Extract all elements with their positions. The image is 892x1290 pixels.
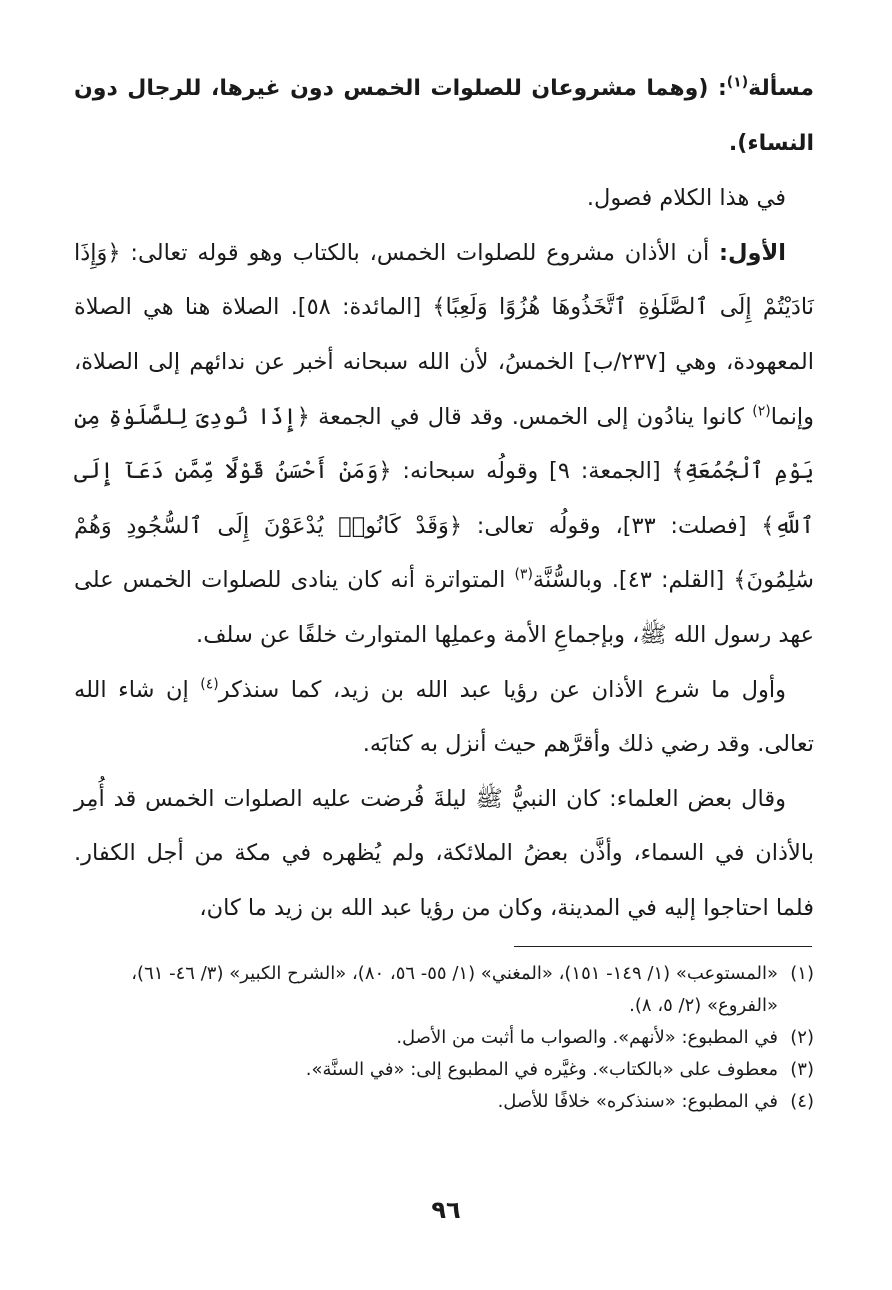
footnotes <box>74 958 814 1118</box>
footnote-number: (٤) <box>790 1091 814 1112</box>
footnote-ref-1: (١) <box>726 74 749 91</box>
quran-verse-2: ﴿إِذَا نُودِىَ لِلصَّلَوٰةِ مِن يَوْمِ ٱلْجُمُعَةِ﴾ <box>74 403 815 485</box>
footnote-number: (٢) <box>790 1027 814 1048</box>
text-segment: كانوا ينادُون إلى الخمس. وقد قال في الجمعة <box>309 403 753 430</box>
footnote-ref-2: (٢) <box>752 403 771 420</box>
issue-statement: : (وهما مشروعان للصلوات الخمس دون غيرها، للرجال دون النساء). <box>74 76 814 156</box>
page-number: ٩٦ <box>431 1196 461 1224</box>
paragraph-issue <box>74 62 814 171</box>
text-segment: المتواترة أنه كان ينادى للصلوات الخمس على عهد رسول الله ﷺ، وبإجماعِ الأمة وعملِها المتوارث خلفًا عن سلف. <box>74 567 814 648</box>
paragraph-origin <box>74 663 814 772</box>
footnote-4 <box>74 1086 814 1118</box>
footnote-text: في المطبوع: «لأنهم». والصواب ما أثبت من الأصل. <box>396 1027 778 1048</box>
text-segment: أن الأذان مشروع للصلوات الخمس، بالكتاب وهو قوله تعالى: <box>120 239 720 266</box>
footnote-divider <box>514 946 812 947</box>
footnote-1 <box>74 958 814 1022</box>
footnote-text: معطوف على «بالكتاب». وغيَّره في المطبوع إلى: «في السنَّة». <box>305 1059 778 1080</box>
footnote-text: في المطبوع: «سنذكره» خلافًا للأصل. <box>497 1091 778 1112</box>
footnote-number: (٣) <box>790 1059 814 1080</box>
footnote-number: (١) <box>790 963 814 984</box>
text-segment: وأول ما شرع الأذان عن رؤيا عبد الله بن زيد، كما سنذكر <box>218 676 786 703</box>
issue-heading: مسألة <box>748 76 814 101</box>
text-segment: [المائدة: ٥٨]. الصلاة هنا هي الصلاة المعهودة، وهي [٢٣٧/ب] الخمسُ، لأن الله سبحانه أخبر عن ندائهم إلى الصلاة، وإنما <box>74 294 814 430</box>
section-lead: الأول: <box>719 239 786 266</box>
footnote-text: «المستوعب» (١/ ١٤٩- ١٥١)، «المغني» (١/ ٥٥- ٥٦، ٨٠)، «الشرح الكبير» (٣/ ٤٦- ٦١)، «الفروع» (٢/ ٥، ٨). <box>131 963 778 1016</box>
footnote-ref-4: (٤) <box>200 676 219 693</box>
footnote-2 <box>74 1022 814 1054</box>
quran-verse-1: ﴿وَإِذَا نَادَيْتُمْ إِلَى ٱلصَّلَوٰةِ ٱتَّخَذُوهَا هُزُوًا وَلَعِبًا﴾ <box>74 239 814 321</box>
paragraph-first-section <box>74 226 814 663</box>
quran-verse-3: ﴿وَمَنْ أَحْسَنُ قَوْلًا مِّمَّن دَعَآ إِلَى ٱللَّهِ﴾ <box>74 458 815 539</box>
paragraph-intro: في هذا الكلام فصول. <box>586 185 786 212</box>
text-segment: [الجمعة: ٩] وقولُه سبحانه: <box>391 458 672 485</box>
footnote-3 <box>74 1054 814 1086</box>
footnote-ref-3: (٣) <box>514 566 533 583</box>
text-segment: إن شاء الله تعالى. وقد رضي ذلك وأقرَّهم حيث أنزل به كتابَه. <box>74 676 814 758</box>
text-segment: [القلم: ٤٣]. وبالسُّنَّة <box>532 567 734 594</box>
quran-verse-4: ﴿وَقَدْ كَانُوا۟ يُدْعَوْنَ إِلَى ٱلسُّجُودِ وَهُمْ سَٰلِمُونَ﴾ <box>74 512 814 594</box>
text-segment: [فصلت: ٣٣]، وقولُه تعالى: <box>462 512 762 539</box>
paragraph-scholars: وقال بعض العلماء: كان النبيُّ ﷺ ليلةَ فُرضت عليه الصلوات الخمس قد أُمِر بالأذان في السماء، وأذَّن بعضُ الملائكة، ولم يُظهره في مكة من أجل الكفار. فلما احتاجوا إليه في المدينة، وكان من رؤيا عبد الله بن زيد ما كان، <box>74 785 814 921</box>
main-text <box>74 62 814 936</box>
